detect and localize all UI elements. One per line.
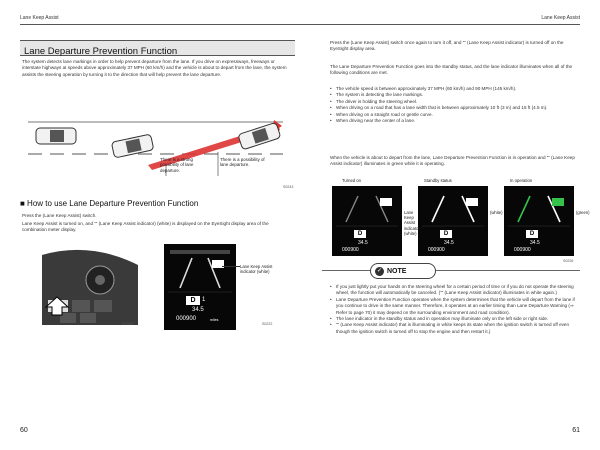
how-step-1: Press the (Lane Keep Assist) switch. bbox=[22, 213, 97, 218]
lka-label-small: Lane Keep Assist indicator (white) bbox=[404, 210, 420, 236]
meter-display bbox=[164, 244, 236, 330]
odometer: 000900 bbox=[514, 247, 531, 253]
condition-item: • The driver is holding the steering wheel. bbox=[330, 99, 580, 105]
lane-departure-illustration bbox=[28, 110, 283, 185]
white-label: (white) bbox=[490, 210, 503, 215]
right-para-3: When the vehicle is about to depart from the lane, Lane Departure Prevention Function is in operation and “” (Lane Keep Assist indicator) illuminates in green while it is operating. bbox=[330, 155, 575, 167]
state-label-turned-on: Turned on bbox=[342, 178, 361, 183]
figure-code-right: S0222 bbox=[262, 322, 273, 326]
gear-indicator: D bbox=[354, 230, 366, 238]
temperature: 34.5 bbox=[530, 240, 540, 246]
state-label-operation: In operation bbox=[510, 178, 533, 183]
meter-turned-on bbox=[332, 186, 402, 256]
odometer-unit: miles bbox=[210, 318, 219, 322]
header-rule bbox=[20, 24, 580, 25]
conditions-list bbox=[330, 86, 580, 124]
meter-in-operation bbox=[504, 186, 574, 256]
meter-standby bbox=[418, 186, 488, 256]
note-item: • If you just lightly put your hands on the steering wheel for a certain period of time or if you do not operate the steering wheel, the function will automatically be canceled. (“” (Lane Keep Assist indicator) illuminates in white again.) bbox=[330, 284, 580, 297]
figure-code-right-page: S0226 bbox=[563, 259, 574, 263]
left-page-number: 60 bbox=[20, 427, 28, 434]
left-running-header: Lane Keep Assist bbox=[20, 15, 59, 21]
note-item: • The lane indicator in the standby status and in operation may illuminate only on the left side or right side. bbox=[330, 316, 580, 322]
condition-item: • When driving on a road that has a lane width that is between approximately 10 ft (3 m) and 15 ft (4.5 m). bbox=[330, 105, 580, 111]
right-para-1: Press the (Lane Keep Assist) switch once again to turn it off, and “” (Lane Keep Assist indicator) is turned off on the EyeSight display area. bbox=[330, 40, 564, 52]
right-para-2: The Lane Departure Prevention Function goes into the standby status, and the lane indicator illuminates when all of the following conditions are met. bbox=[330, 64, 573, 76]
condition-item: • The system is detecting the lane markings. bbox=[330, 92, 580, 98]
callout-strong-possibility: There is a strong possibility of lane departure. bbox=[160, 157, 194, 173]
gear-indicator: D bbox=[186, 296, 200, 305]
gear-indicator: D bbox=[526, 230, 538, 238]
note-rule bbox=[322, 270, 580, 271]
car-left bbox=[36, 128, 76, 144]
indicator-leader bbox=[222, 266, 240, 267]
temperature: 34.5 bbox=[192, 307, 204, 313]
section-title: Lane Departure Prevention Function bbox=[24, 46, 178, 57]
right-running-header: Lane Keep Assist bbox=[541, 15, 580, 21]
right-page-number: 61 bbox=[572, 427, 580, 434]
subsection-title: ■ How to use Lane Departure Prevention Function bbox=[20, 199, 199, 208]
state-label-standby: Standby status bbox=[424, 178, 452, 183]
temperature: 34.5 bbox=[444, 240, 454, 246]
figure-code-left: S02067 bbox=[122, 322, 135, 326]
gear-indicator: D bbox=[440, 230, 452, 238]
note-title: NOTE bbox=[387, 267, 407, 275]
note-item: • “” (Lane Keep Assist indicator) that is illuminating in white keeps its state when the ignition switch is turned off even though the ignition switch is turned off to stop the engine and then restart it.) bbox=[330, 322, 580, 335]
odometer: 000900 bbox=[428, 247, 445, 253]
gear-number: 1 bbox=[202, 297, 206, 303]
condition-item: • When driving near the center of a lane. bbox=[330, 118, 580, 124]
section-heading bbox=[20, 40, 295, 56]
indicator-label: Lane Keep Assist indicator (white) bbox=[240, 264, 273, 275]
note-icon: ✓ bbox=[376, 267, 383, 274]
condition-item: • When driving on a straight road or gentle curve. bbox=[330, 112, 580, 118]
temperature: 34.5 bbox=[358, 240, 368, 246]
intro-paragraph: The system detects lane markings in order to help prevent departure from the lane. If you drive on expressways, freeways or interstate highways at speeds above approximately 37 MPH (60 km/h) and the vehicle is about to depart from the lane, the system assists the steering operation by turning it to the direction that will help prevent the lane departure. bbox=[22, 59, 287, 77]
how-step-2: Lane Keep Assist is turned on, and “” (Lane Keep Assist indicator) (white) is displayed on the EyeSight display area of the combination meter display. bbox=[22, 221, 269, 233]
odometer: 000900 bbox=[176, 316, 197, 322]
callout-possibility: There is a possibility of lane departure. bbox=[220, 157, 265, 168]
steering-switch-illustration bbox=[40, 245, 140, 333]
notes-list bbox=[330, 284, 580, 335]
figure-code: S0243 bbox=[283, 185, 294, 189]
note-badge bbox=[370, 263, 436, 279]
note-item: • Lane Departure Prevention Function operates when the system determines that the vehicle will depart from the lane if you continue to drive in the same manner. Therefore, it operates at an earlier timing than Lane Departure Warning (⇒ Refer to page 70) it may depend on the surrounding environment and road condition). bbox=[330, 297, 580, 316]
green-label: (green) bbox=[576, 210, 590, 215]
condition-item: • The vehicle speed is between approximately 37 MPH (60 km/h) and 90 MPH (145 km/h). bbox=[330, 86, 580, 92]
odometer: 000900 bbox=[342, 247, 359, 253]
